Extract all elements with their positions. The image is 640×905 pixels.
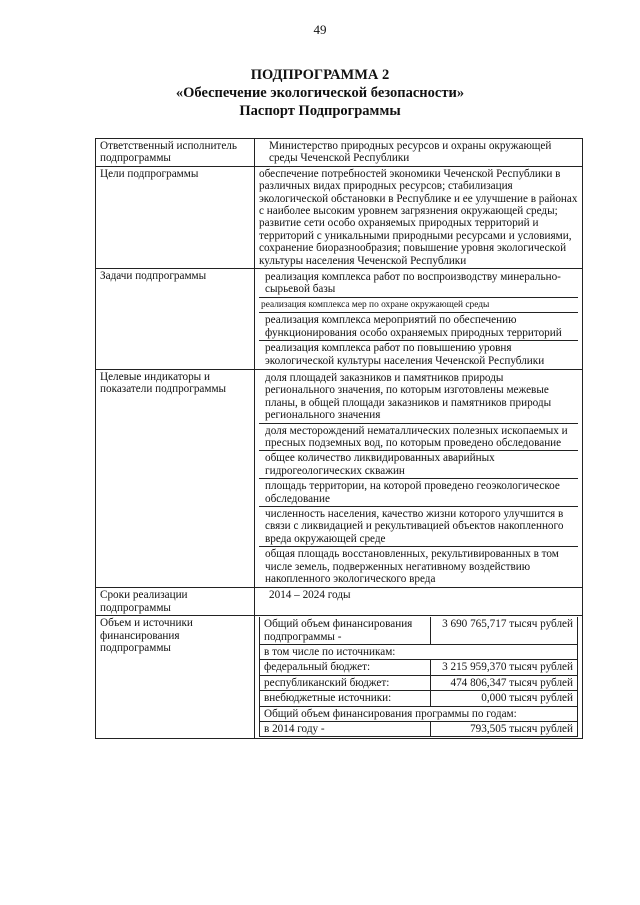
funding-2014-row (260, 722, 578, 737)
indicator-item: численность населения, качество жизни которого улучшится в связи с ликвидацией и рекультивацией объектов накопленного вреда окружающей среде (259, 507, 578, 547)
funding-total-value: 3 690 765,717 тысяч рублей (431, 617, 578, 644)
row-label: Ответственный исполнитель подпрограммы (96, 139, 255, 167)
indicator-item: доля месторождений нематаллических полезных ископаемых и пресных подземных вод, по которым проведено обследование (259, 424, 578, 452)
indicator-item: доля площадей заказников и памятников природы регионального значения, по которым изготовлены межевые планы, в общей площади заказников и памятников природы регионального значения (259, 371, 578, 424)
subprogram-title: ПОДПРОГРАММА 2 (250, 67, 390, 83)
indicator-item: общая площадь восстановленных, рекультивированных в том числе земель, подверженных негативному воздействию накопленного экологического вреда (265, 548, 559, 585)
subprogram-name: «Обеспечение экологической безопасности» (175, 85, 465, 101)
page-number: 49 (313, 22, 327, 37)
funding-republic-label: республиканский бюджет: (260, 675, 431, 690)
funding-federal-value: 3 215 959,370 тысяч рублей (431, 660, 578, 675)
row-label: Цели подпрограммы (96, 166, 255, 268)
row-label: Задачи подпрограммы (96, 269, 255, 370)
terms-value: 2014 – 2024 годы (269, 589, 351, 602)
funding-federal-label: федеральный бюджет: (260, 660, 431, 675)
row-indicators (96, 369, 583, 588)
funding-republic-value: 474 806,347 тысяч рублей (431, 675, 578, 690)
row-value (255, 139, 583, 167)
row-value (255, 269, 583, 370)
funding-offbudget-label: внебюджетные источники: (260, 691, 431, 706)
funding-years-header: Общий объем финансирования программы по годам: (260, 706, 578, 721)
funding-total-row (260, 617, 578, 644)
funding-offbudget-value: 0,000 тысяч рублей (431, 691, 578, 706)
funding-offbudget-row (260, 691, 578, 706)
row-goals (96, 166, 583, 268)
funding-republic-row (260, 675, 578, 690)
row-value (255, 616, 583, 739)
task-item: реализация комплекса мер по охране окружающей среды (259, 298, 578, 313)
task-item: реализация комплекса работ по воспроизводству минерально-сырьевой базы (259, 270, 578, 298)
funding-2014-value: 793,505 тысяч рублей (431, 722, 578, 737)
task-item: реализация комплекса мероприятий по обеспечению функционирования особо охраняемых природных территорий (259, 313, 578, 341)
funding-total-label: Общий объем финансирования подпрограммы - (260, 617, 431, 644)
row-funding (96, 616, 583, 739)
row-responsible (96, 139, 583, 167)
row-terms (96, 588, 583, 616)
indicator-item: площадь территории, на которой проведено геоэкологическое обследование (259, 479, 578, 507)
funding-sources-header: в том числе по источникам: (260, 645, 578, 660)
row-value (255, 369, 583, 588)
indicator-item: общее количество ликвидированных аварийных гидрогеологических скважин (259, 451, 578, 479)
funding-years-row (260, 706, 578, 721)
passport-table (95, 138, 583, 739)
row-value (255, 588, 583, 616)
task-item: реализация комплекса работ по повышению уровня экологической культуры населения Чеченской Республики (265, 342, 545, 367)
funding-federal-row (260, 660, 578, 675)
row-label: Объем и источники финансирования подпрограммы (96, 616, 255, 739)
passport-title: Паспорт Подпрограммы (239, 103, 401, 119)
row-label: Сроки реализации подпрограммы (96, 588, 255, 616)
row-label: Целевые индикаторы и показатели подпрограммы (96, 369, 255, 588)
document-header (0, 66, 640, 120)
funding-table (259, 617, 578, 737)
funding-sources-row (260, 645, 578, 660)
funding-2014-label: в 2014 году - (260, 722, 431, 737)
row-value: обеспечение потребностей экономики Чеченской Республики в различных видах природных ресурсов; стабилизация экологической обстановки в Республике и ее улучшение в районах с наиболее высоким уровнем загрязнения окружающей среды; развитие сети особо охраняемых природных территорий и территорий с уникальными природными ресурсами и условиями, сохранение биоразнообразия; повышение уровня экологической культуры населения Чеченской Республики (255, 166, 583, 268)
responsible-value: Министерство природных ресурсов и охраны окружающей среды Чеченской Республики (269, 140, 552, 165)
row-tasks (96, 269, 583, 370)
